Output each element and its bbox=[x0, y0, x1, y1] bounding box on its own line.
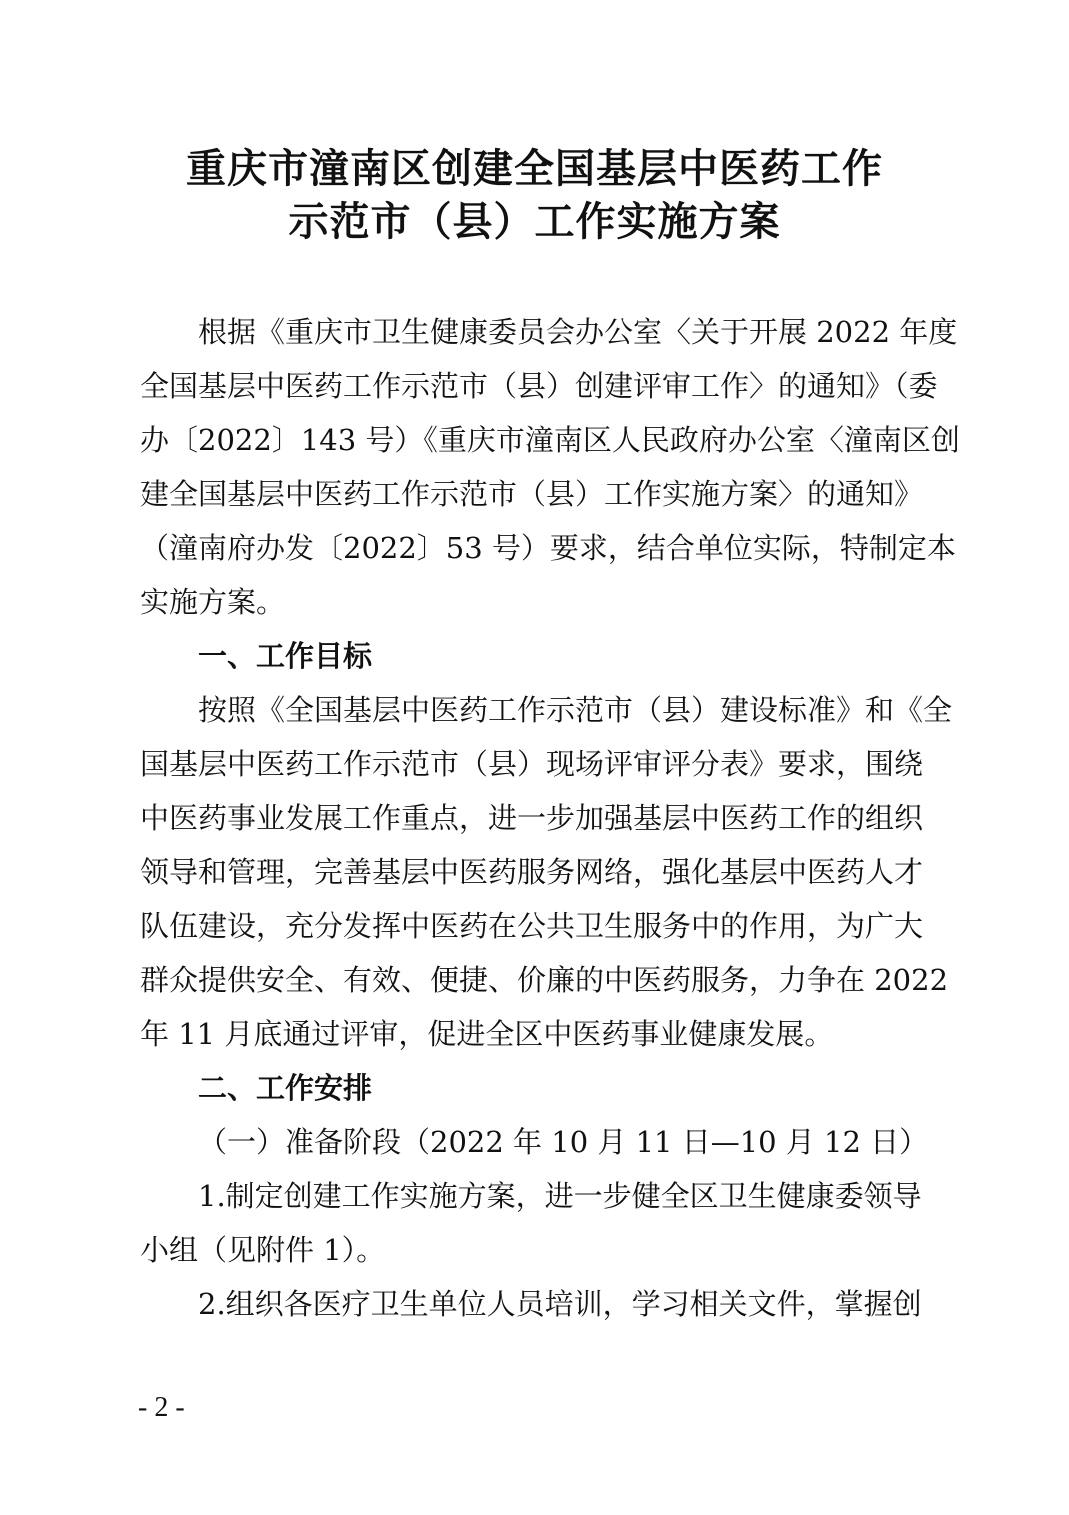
goals-line: 队伍建设，充分发挥中医药在公共卫生服务中的作用，为广大 bbox=[140, 909, 924, 943]
intro-line: （潼南府办发〔2022〕53 号）要求，结合单位实际，特制定本 bbox=[140, 531, 956, 565]
item-2-line: 2.组织各医疗卫生单位人员培训，学习相关文件，掌握创 bbox=[198, 1287, 922, 1321]
goals-line: 国基层中医药工作示范市（县）现场评审评分表》要求，围绕 bbox=[140, 747, 924, 781]
phase-heading-preparation: （一）准备阶段（2022 年 10 月 11 日—10 月 12 日） bbox=[198, 1125, 929, 1159]
goals-line: 中医药事业发展工作重点，进一步加强基层中医药工作的组织 bbox=[140, 801, 924, 835]
goals-line: 按照《全国基层中医药工作示范市（县）建设标准》和《全 bbox=[198, 693, 953, 727]
intro-line: 根据《重庆市卫生健康委员会办公室〈关于开展 2022 年度 bbox=[198, 315, 958, 349]
intro-line: 建全国基层中医药工作示范市（县）工作实施方案〉的通知》 bbox=[140, 477, 924, 511]
intro-line: 全国基层中医药工作示范市（县）创建评审工作〉的通知》（委 bbox=[140, 369, 938, 403]
document-title-line-1: 重庆市潼南区创建全国基层中医药工作 bbox=[186, 145, 883, 192]
section-heading-arrangement: 二、工作安排 bbox=[198, 1071, 373, 1105]
goals-line: 群众提供安全、有效、便捷、价廉的中医药服务，力争在 2022 bbox=[140, 963, 949, 997]
intro-line: 实施方案。 bbox=[140, 585, 286, 619]
goals-line: 年 11 月底通过评审，促进全区中医药事业健康发展。 bbox=[140, 1017, 834, 1051]
intro-line: 办〔2022〕143 号）《重庆市潼南区人民政府办公室〈潼南区创 bbox=[140, 423, 960, 457]
document-title-line-2: 示范市（县）工作实施方案 bbox=[288, 198, 781, 245]
section-heading-goals: 一、工作目标 bbox=[198, 639, 373, 673]
page-number: - 2 - bbox=[138, 1392, 185, 1423]
item-1-line: 1.制定创建工作实施方案，进一步健全区卫生健康委领导 bbox=[198, 1179, 922, 1213]
goals-line: 领导和管理，完善基层中医药服务网络，强化基层中医药人才 bbox=[140, 855, 924, 889]
item-1-line: 小组（见附件 1）。 bbox=[140, 1233, 386, 1267]
